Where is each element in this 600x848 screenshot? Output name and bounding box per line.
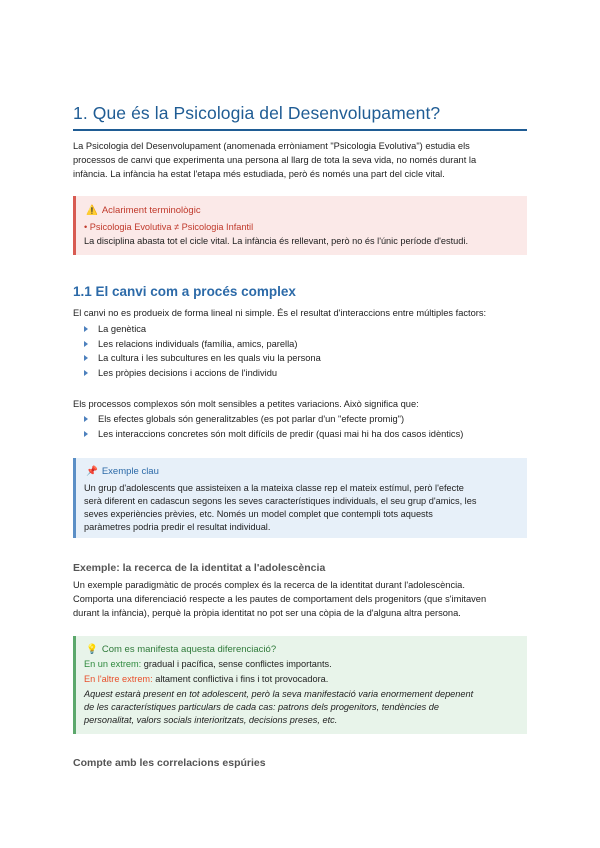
bullet-triangle-icon [84,355,88,361]
list-item [84,366,321,381]
extreme-two-label: En l'altre extrem: [84,674,153,684]
note-subheading: • Psicologia Evolutiva ≠ Psicologia Infantil [84,222,254,232]
terminology-note-box [73,196,527,255]
intro-line: infància. La infància ha estat l'etapa més estudiada, però és només una part del cicle vital. [73,169,445,179]
intro-paragraph [73,139,533,181]
title-underline [73,129,527,131]
note-body: La disciplina abasta tot el cicle vital. La infància és rellevant, però no és l'únic període d'estudi. [84,236,468,246]
factors-list [84,322,321,380]
bullet-triangle-icon [84,416,88,422]
paragraph-line: Comporta una diferenciació respecte a les pautes de comportament dels progenitors (que s'imitaven [73,594,487,604]
list-item-text: Les relacions individuals (família, amics, parella) [98,338,298,349]
section-lead: El canvi no es produeix de forma lineal ni simple. És el resultat d'interaccions entre múltiples factors: [73,308,487,318]
extreme-one-line [84,658,332,671]
implications-list [84,412,463,441]
list-item-text: Els efectes globals són generalitzables (es pot parlar d'un "efecte promig") [98,414,405,424]
note-heading: Aclariment terminològic [101,205,201,216]
example-box [73,458,527,538]
example-section-heading: Exemple: la recerca de la identitat a l'adolescència [73,562,326,574]
differentiation-tip-box [73,636,527,734]
list-item-text: Les interaccions concretes són molt difícils de predir (quasi mai hi ha dos casos idèntics) [98,428,464,439]
example-line: Un grup d'adolescents que assisteixen a la mateixa classe rep el mateix estímul, però l'efecte [84,483,464,493]
list-item-text: La cultura i les subcultures en les quals viu la persona [98,353,321,363]
list-item-text: Les pròpies decisions i accions de l'individu [98,367,278,378]
page-title: 1. Que és la Psicologia del Desenvolupament? [73,103,441,123]
extreme-two-line [84,673,328,686]
example-line: serà diferent en cadascun segons les seves característiques individuals, el seu grup d'amics, les [84,496,477,506]
section-heading: 1.1 El canvi com a procés complex [73,284,296,299]
bullet-triangle-icon [84,326,88,332]
extreme-one-label: En un extrem: [84,659,142,669]
example-line: seves experiències prèvies, etc. Només un model complet que contempli tots aquests [84,509,433,519]
list-item [84,412,463,427]
tip-heading: Com es manifesta aquesta diferenciació? [101,644,277,655]
example-heading-row [86,466,159,477]
sensitivity-paragraph: Els processos complexos són molt sensibles a petites variacions. Això significa que: [73,399,419,409]
extreme-two-text: altament conflictiva i fins i tot provocadora. [152,674,329,684]
tip-italic-line: personalitat, valors socials interioritzats, decisions preses, etc. [84,715,338,725]
bullet-triangle-icon [84,431,88,437]
intro-line: processos de canvi que experimenta una persona al llarg de tota la seva vida, no només durant la [73,155,477,165]
example-line: paràmetres podria predir el resultat individual. [84,522,271,532]
list-item [84,337,321,352]
warning-icon: ⚠️ [86,205,98,216]
bullet-triangle-icon [84,341,88,347]
bullet-triangle-icon [84,370,88,376]
tip-italic-line: Aquest estarà present en tot adolescent, però la seva manifestació varia enormement depenent [84,689,474,699]
intro-line: La Psicologia del Desenvolupament (anomenada erròniament "Psicologia Evolutiva") estudia els [73,141,470,151]
paragraph-line: Un exemple paradigmàtic de procés complex és la recerca de la identitat durant l'adolescència. [73,580,465,590]
paragraph-line: durant la infància), perquè la pròpia identitat no pot ser una còpia de la d'alguna altra persona. [73,608,461,618]
lightbulb-icon: 💡 [86,644,98,655]
extreme-one-text: gradual i pacífica, sense conflictes importants. [141,659,332,669]
pushpin-icon: 📌 [86,466,98,477]
example-section-paragraph [73,578,533,620]
tip-italic-line: de les característiques particulars de cada cas: patrons dels progenitors, tendències de [84,702,439,712]
note-heading-row [86,205,201,216]
list-item [84,322,321,337]
example-heading: Exemple clau [101,466,159,477]
list-item [84,427,463,442]
final-section-heading: Compte amb les correlacions espúries [73,757,266,769]
tip-heading-row [86,644,276,655]
list-item-text: La genètica [98,324,147,334]
list-item [84,351,321,366]
